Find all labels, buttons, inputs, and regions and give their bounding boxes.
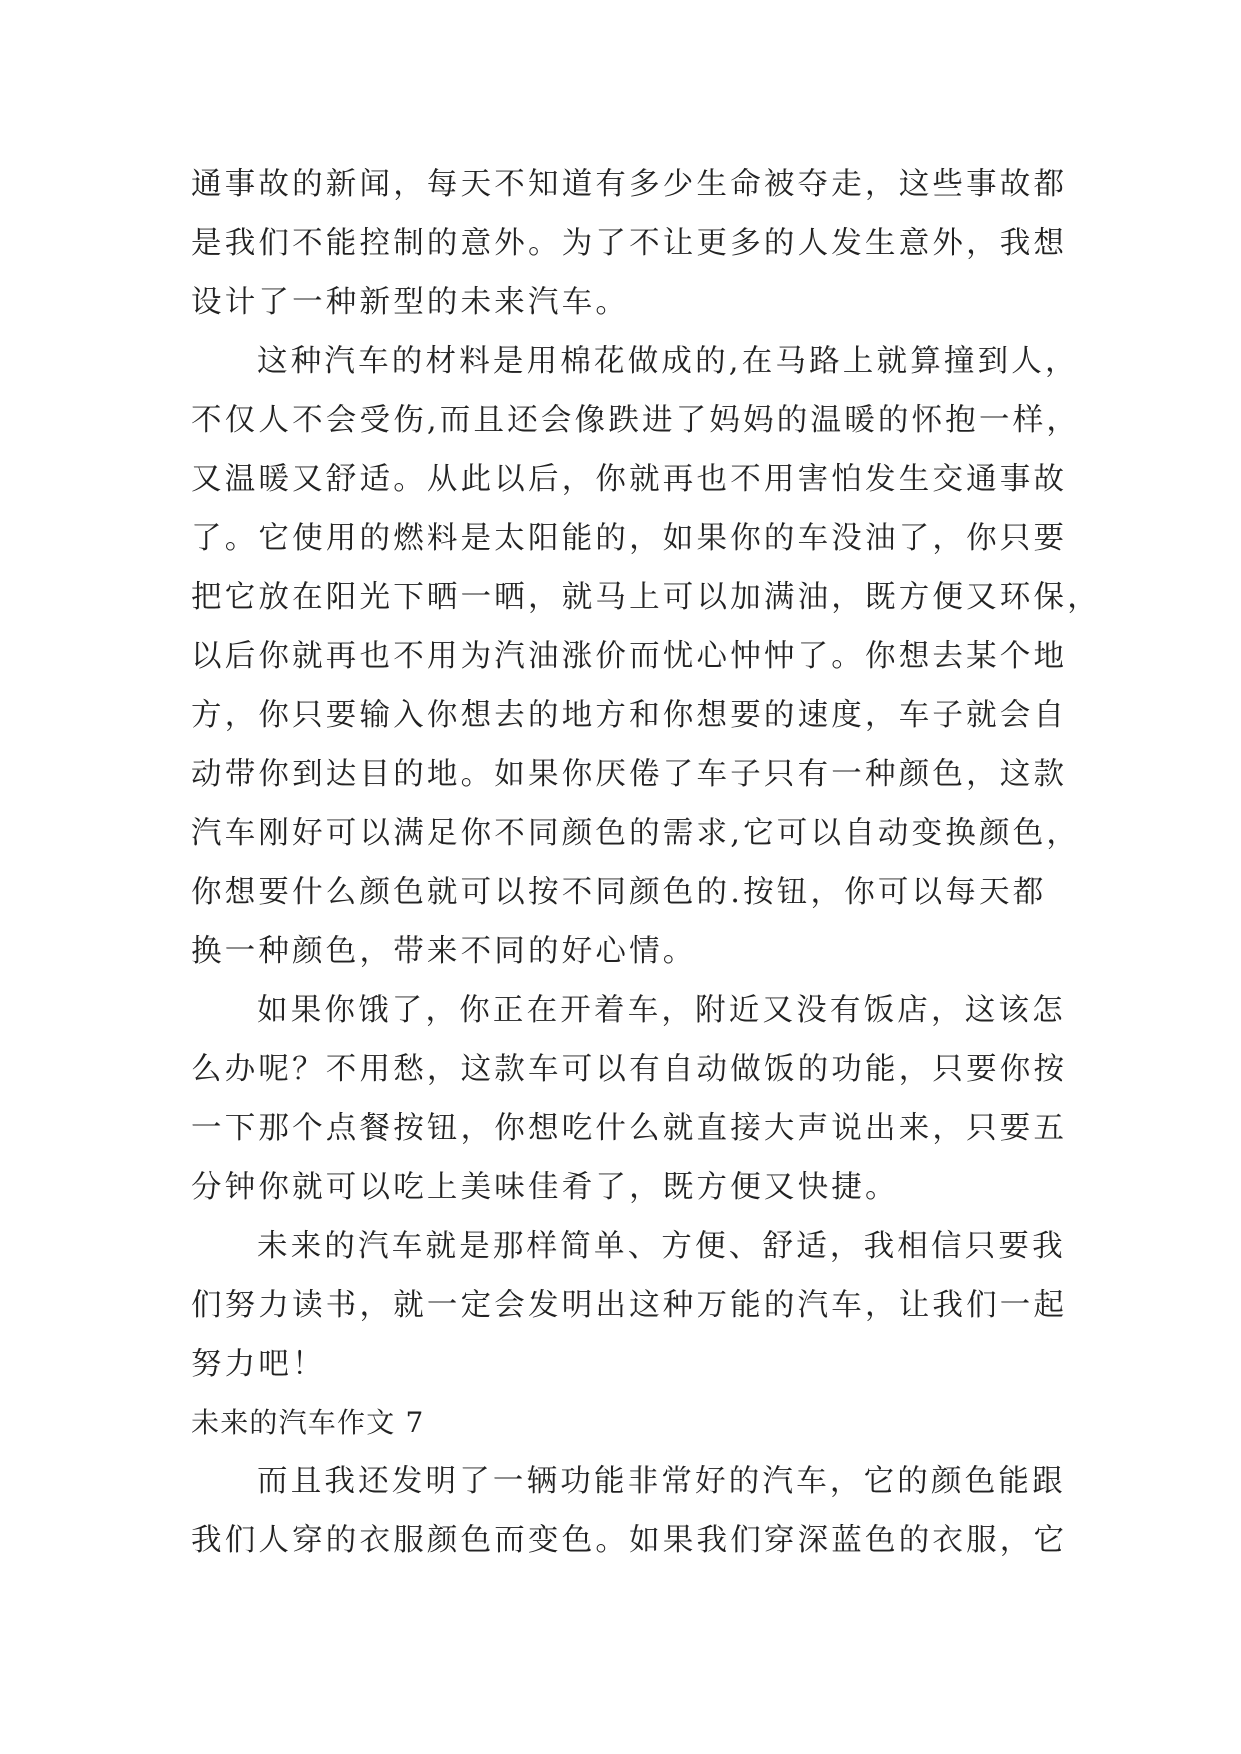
text-line: 换一种颜色，带来不同的好心情。 [191,934,697,969]
paragraph-color-changing [191,1452,1068,1570]
text-line: 么办呢？不用愁，这款车可以有自动做饭的功能，只要你按 [191,1052,1068,1087]
text-line: 汽车刚好可以满足你不同颜色的需求,它可以自动变换颜色， [191,816,1081,851]
text-line: 了。它使用的燃料是太阳能的，如果你的车没油了，你只要 [191,521,1068,556]
text-line: 一下那个点餐按钮，你想吃什么就直接大声说出来，只要五 [191,1111,1068,1146]
text-line: 这种汽车的材料是用棉花做成的,在马路上就算撞到人， [257,344,1079,379]
document-page [191,155,1101,1570]
text-line: 把它放在阳光下晒一晒，就马上可以加满油，既方便又环保， [191,580,1101,615]
paragraph-cotton-car [191,332,1101,981]
text-line: 是我们不能控制的意外。为了不让更多的人发生意外，我想 [191,226,1068,261]
text-line: 不仅人不会受伤,而且还会像跌进了妈妈的温暖的怀抱一样， [191,403,1081,438]
text-line: 分钟你就可以吃上美味佳肴了，既方便又快捷。 [191,1170,899,1205]
section-heading: 未来的汽车作文 7 [191,1406,425,1439]
text-line: 如果你饿了，你正在开着车，附近又没有饭店，这该怎 [257,993,1066,1028]
text-line: 我们人穿的衣服颜色而变色。如果我们穿深蓝色的衣服，它 [191,1523,1068,1558]
text-line: 方，你只要输入你想去的地方和你想要的速度，车子就会自 [191,698,1068,733]
text-line: 又温暖又舒适。从此以后，你就再也不用害怕发生交通事故 [191,462,1068,497]
paragraph-conclusion [191,1217,1068,1394]
text-line: 努力吧！ [191,1347,326,1382]
text-line: 以后你就再也不用为汽油涨价而忧心忡忡了。你想去某个地 [191,639,1068,674]
text-line: 通事故的新闻，每天不知道有多少生命被夺走，这些事故都 [191,167,1068,202]
text-line: 而且我还发明了一辆功能非常好的汽车，它的颜色能跟 [257,1464,1066,1499]
text-line: 设计了一种新型的未来汽车。 [191,285,630,320]
text-line: 你想要什么颜色就可以按不同颜色的.按钮，你可以每天都 [191,875,1047,910]
paragraph-hungry [191,981,1068,1217]
text-line: 动带你到达目的地。如果你厌倦了车子只有一种颜色，这款 [191,757,1068,792]
text-line: 未来的汽车就是那样简单、方便、舒适，我相信只要我 [257,1229,1066,1264]
text-line: 们努力读书，就一定会发明出这种万能的汽车，让我们一起 [191,1288,1068,1323]
paragraph-intro [191,155,1068,332]
